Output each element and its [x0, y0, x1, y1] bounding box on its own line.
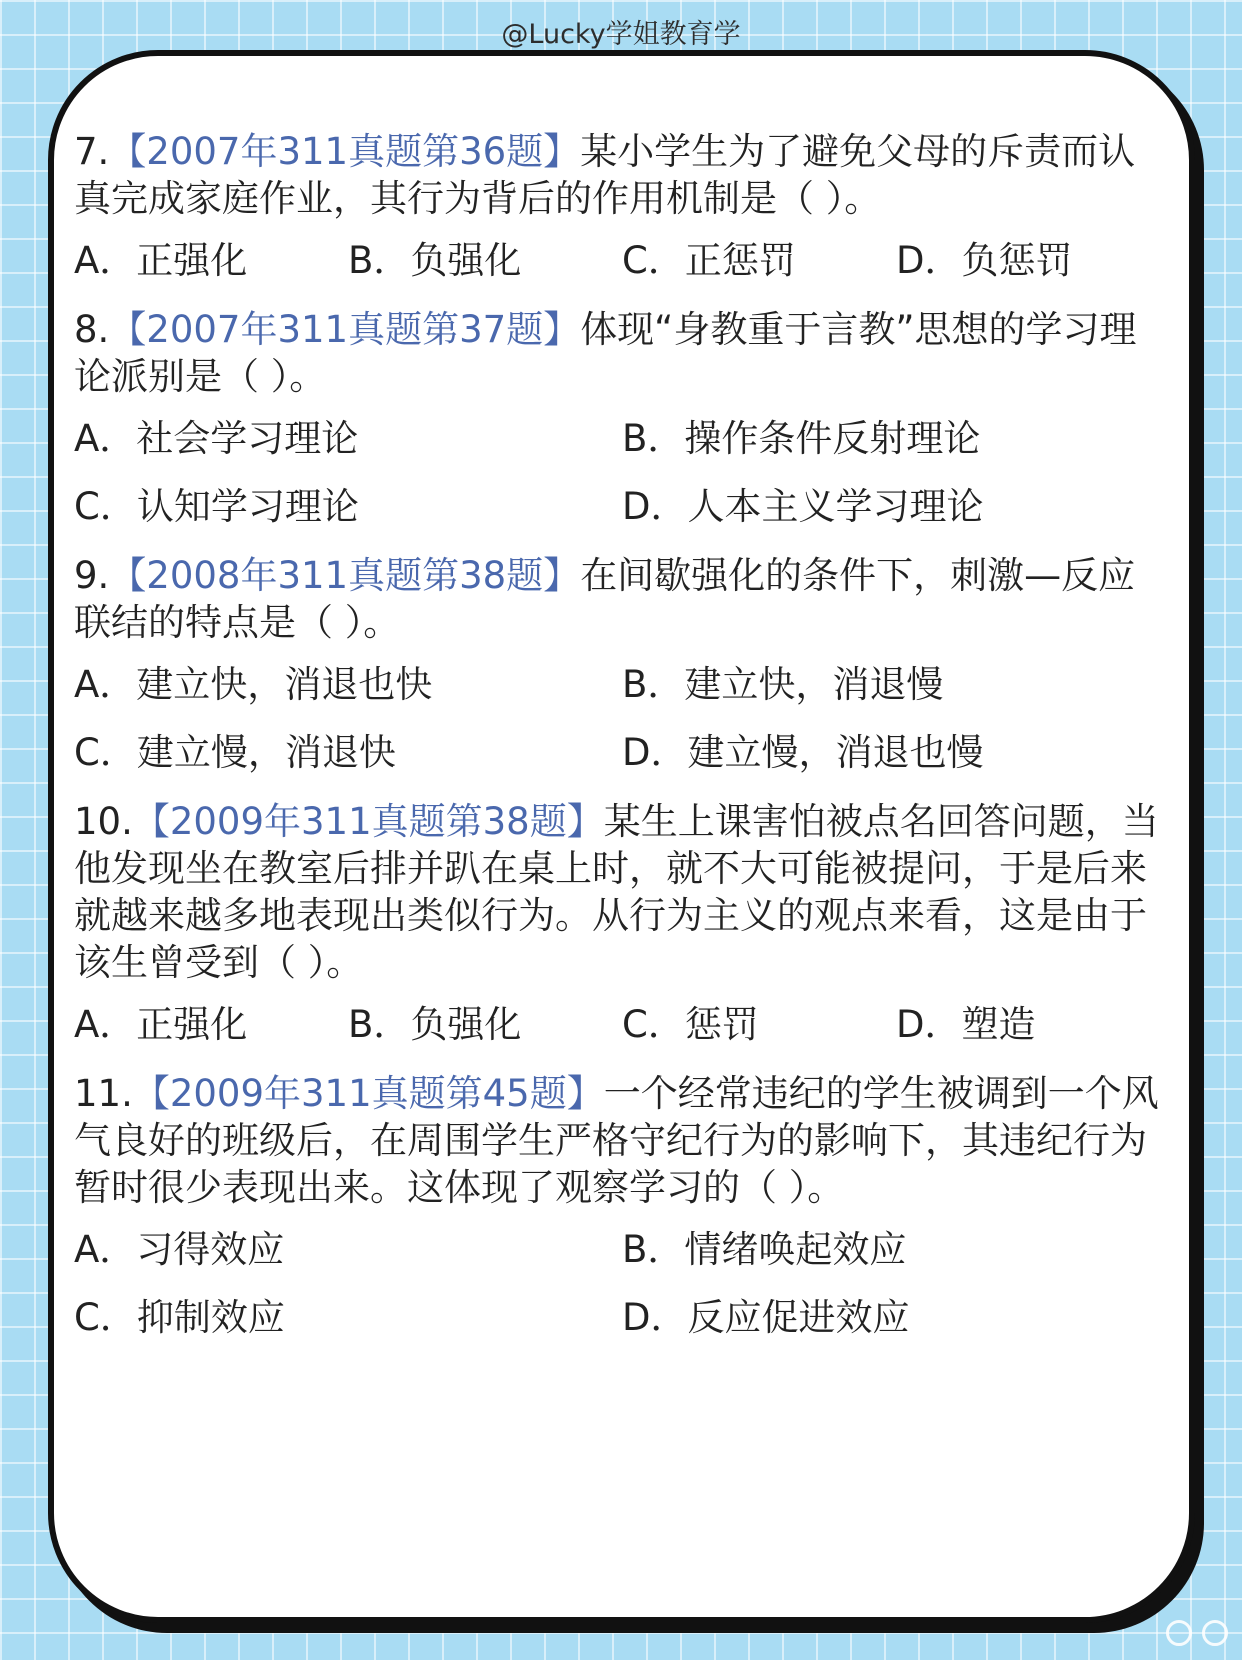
question-text: 一个经常违纪的学生被调到一个风气良好的班级后，在周围学生严格守纪行为的影响下，其违纪行为暂时很少表现出来。这体现了观察学习的（ ）。 — [74, 1072, 1159, 1209]
option-a: A．社会学习理论 — [74, 417, 359, 460]
question-9 — [74, 552, 1171, 646]
question-number: 8. — [74, 308, 110, 351]
option-a: A．习得效应 — [74, 1228, 285, 1271]
option-d: D．反应促进效应 — [622, 1296, 910, 1339]
question-10 — [74, 798, 1171, 986]
options-9 — [74, 662, 1171, 776]
circle-icon — [1202, 1620, 1228, 1646]
option-b: B．情绪唤起效应 — [622, 1228, 907, 1271]
option-b: B．负强化 — [348, 239, 522, 282]
options-10 — [74, 1002, 1171, 1048]
circle-icon — [1166, 1620, 1192, 1646]
option-b: B．操作条件反射理论 — [622, 417, 981, 460]
question-text: 在间歇强化的条件下，刺激—反应联结的特点是（ ）。 — [74, 554, 1136, 644]
option-b: B．负强化 — [348, 1003, 522, 1046]
question-source: 【2007年311真题第37题】 — [109, 308, 581, 351]
question-text: 体现“身教重于言教”思想的学习理论派别是（ ）。 — [74, 308, 1137, 398]
option-d: D．塑造 — [896, 1003, 1036, 1046]
option-d: D．人本主义学习理论 — [622, 485, 984, 528]
option-a: A．正强化 — [74, 239, 248, 282]
option-c: C．建立慢，消退快 — [74, 731, 396, 774]
question-source: 【2007年311真题第36题】 — [109, 130, 581, 173]
question-number: 7. — [74, 130, 110, 173]
question-11 — [74, 1070, 1171, 1211]
question-source: 【2009年311真题第45题】 — [132, 1072, 604, 1115]
question-number: 9. — [74, 554, 110, 597]
option-c: C．正惩罚 — [622, 239, 796, 282]
option-d: D．负惩罚 — [896, 239, 1073, 282]
option-b: B．建立快，消退慢 — [622, 663, 944, 706]
option-c: C．认知学习理论 — [74, 485, 359, 528]
options-8 — [74, 416, 1171, 530]
options-7 — [74, 238, 1171, 284]
option-d: D．建立慢，消退也慢 — [622, 731, 984, 774]
option-c: C．惩罚 — [622, 1003, 759, 1046]
question-list — [74, 128, 1171, 1363]
options-11 — [74, 1227, 1171, 1341]
question-text: 某小学生为了避免父母的斥责而认真完成家庭作业，其行为背后的作用机制是（ ）。 — [74, 130, 1136, 220]
option-a: A．正强化 — [74, 1003, 248, 1046]
question-8 — [74, 306, 1171, 400]
question-number: 10. — [74, 800, 133, 843]
question-source: 【2009年311真题第38题】 — [132, 800, 604, 843]
question-source: 【2008年311真题第38题】 — [109, 554, 581, 597]
question-text: 某生上课害怕被点名回答问题，当他发现坐在教室后排并趴在桌上时，就不大可能被提问，于是后来就越来越多地表现出类似行为。从行为主义的观点来看，这是由于该生曾受到（ ）。 — [74, 800, 1159, 984]
question-number: 11. — [74, 1072, 133, 1115]
question-7 — [74, 128, 1171, 222]
option-a: A．建立快，消退也快 — [74, 663, 433, 706]
question-card — [48, 50, 1195, 1623]
option-c: C．抑制效应 — [74, 1296, 285, 1339]
corner-watermark-icon — [1166, 1620, 1228, 1646]
watermark: @Lucky学姐教育学 — [501, 19, 741, 50]
